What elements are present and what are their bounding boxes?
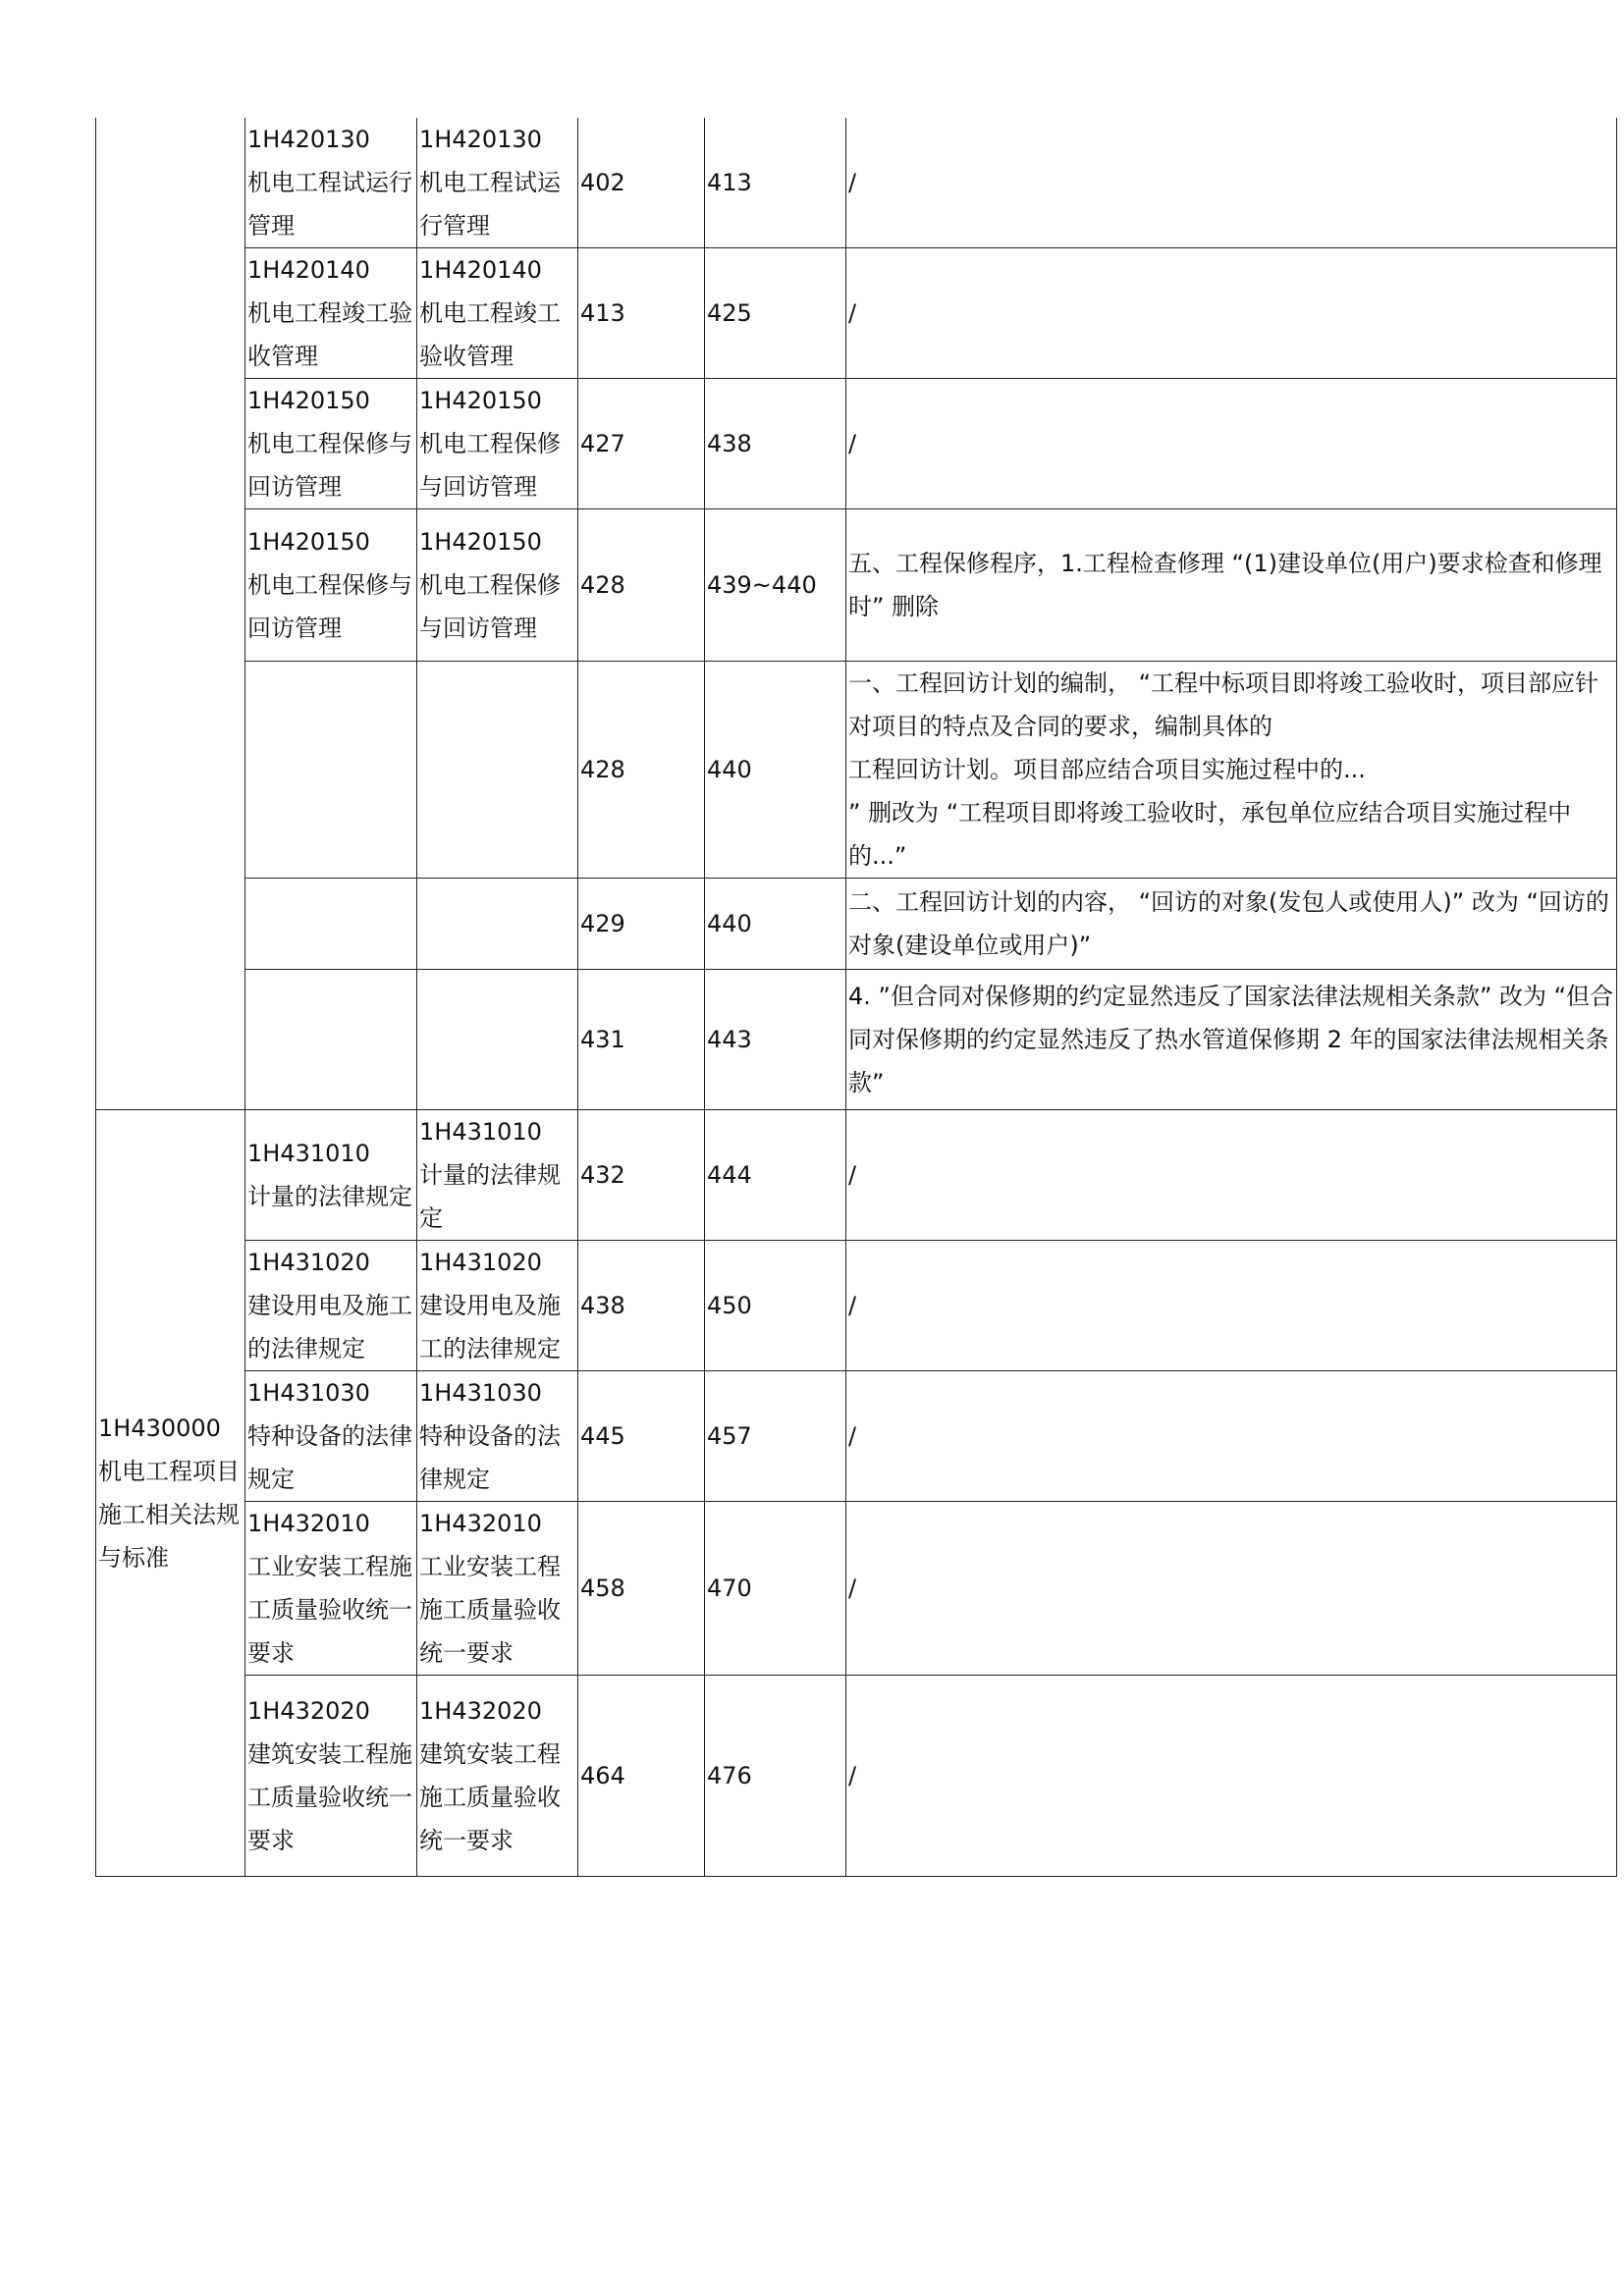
new-section-cell: 1H420140 机电工程竣工验收管理: [417, 248, 578, 379]
new-section-cell: 1H420150 机电工程保修与回访管理: [417, 509, 578, 662]
old-section-cell: 1H420140 机电工程竣工验收管理: [245, 248, 417, 379]
table-row: [96, 970, 1617, 1110]
new-page-cell: 476: [705, 1676, 846, 1877]
change-cell: /: [846, 1241, 1617, 1371]
old-page-cell: 431: [578, 970, 705, 1110]
new-section-cell: [417, 879, 578, 970]
new-page-cell: 425: [705, 248, 846, 379]
new-section-cell: 1H431030 特种设备的法律规定: [417, 1371, 578, 1502]
table-row: [96, 118, 1617, 248]
old-page-cell: 402: [578, 118, 705, 248]
old-page-cell: 429: [578, 879, 705, 970]
change-cell: /: [846, 1371, 1617, 1502]
new-section-cell: 1H420150 机电工程保修与回访管理: [417, 379, 578, 509]
old-page-cell: 427: [578, 379, 705, 509]
old-section-cell: 1H420150 机电工程保修与回访管理: [245, 509, 417, 662]
new-section-cell: 1H420130 机电工程试运行管理: [417, 118, 578, 248]
new-page-cell: 443: [705, 970, 846, 1110]
old-section-cell: [245, 662, 417, 879]
chapter-cell: 1H430000机电工程项目施工相关法规与标准: [96, 1110, 245, 1877]
table-row: [96, 248, 1617, 379]
old-page-cell: 432: [578, 1110, 705, 1241]
new-section-cell: [417, 662, 578, 879]
old-section-cell: 1H431020 建设用电及施工的法律规定: [245, 1241, 417, 1371]
old-page-cell: 428: [578, 509, 705, 662]
new-section-cell: 1H432010 工业安装工程施工质量验收统一要求: [417, 1502, 578, 1676]
new-page-cell: 444: [705, 1110, 846, 1241]
table-row: [96, 662, 1617, 879]
old-section-cell: 1H431030 特种设备的法律规定: [245, 1371, 417, 1502]
table-row: [96, 1371, 1617, 1502]
new-page-cell: 439~440: [705, 509, 846, 662]
new-section-cell: 1H432020 建筑安装工程施工质量验收统一要求: [417, 1676, 578, 1877]
table-row: [96, 1110, 1617, 1241]
change-cell: /: [846, 1676, 1617, 1877]
old-page-cell: 413: [578, 248, 705, 379]
new-page-cell: 438: [705, 379, 846, 509]
old-page-cell: 464: [578, 1676, 705, 1877]
old-page-cell: 445: [578, 1371, 705, 1502]
change-cell: 二、工程回访计划的内容， “回访的对象(发包人或使用人)” 改为 “回访的对象(建设单位或用户)”: [846, 879, 1617, 970]
table-row: [96, 509, 1617, 662]
new-page-cell: 440: [705, 662, 846, 879]
change-cell: /: [846, 118, 1617, 248]
new-section-cell: 1H431020 建设用电及施工的法律规定: [417, 1241, 578, 1371]
old-section-cell: 1H420130 机电工程试运行管理: [245, 118, 417, 248]
change-cell: /: [846, 248, 1617, 379]
change-cell: 五、工程保修程序，1.工程检查修理 “(1)建设单位(用户)要求检查和修理时” 删除: [846, 509, 1617, 662]
new-page-cell: 450: [705, 1241, 846, 1371]
change-cell: 一、工程回访计划的编制， “工程中标项目即将竣工验收时，项目部应针对项目的特点及合同的要求，编制具体的 工程回访计划。项目部应结合项目实施过程中的... ” 删改为 “工程项目即将竣工验收时，承包单位应结合项目实施过程中的...”: [846, 662, 1617, 879]
new-page-cell: 413: [705, 118, 846, 248]
change-cell: 4. ”但合同对保修期的约定显然违反了国家法律法规相关条款” 改为 “但合同对保修期的约定显然违反了热水管道保修期 2 年的国家法律法规相关条款”: [846, 970, 1617, 1110]
old-section-cell: 1H432010 工业安装工程施工质量验收统一要求: [245, 1502, 417, 1676]
old-section-cell: [245, 970, 417, 1110]
table-row: [96, 1676, 1617, 1877]
table-row: [96, 1241, 1617, 1371]
old-page-cell: 458: [578, 1502, 705, 1676]
new-section-cell: 1H431010 计量的法律规定: [417, 1110, 578, 1241]
old-section-cell: [245, 879, 417, 970]
change-cell: /: [846, 379, 1617, 509]
old-page-cell: 438: [578, 1241, 705, 1371]
errata-table: [95, 118, 1617, 1877]
new-page-cell: 470: [705, 1502, 846, 1676]
table-row: [96, 1502, 1617, 1676]
old-section-cell: 1H420150 机电工程保修与回访管理: [245, 379, 417, 509]
old-page-cell: 428: [578, 662, 705, 879]
old-section-cell: 1H432020 建筑安装工程施工质量验收统一要求: [245, 1676, 417, 1877]
table-row: [96, 879, 1617, 970]
new-page-cell: 440: [705, 879, 846, 970]
change-cell: /: [846, 1502, 1617, 1676]
chapter-cell-continued: [96, 118, 245, 1110]
table-row: [96, 379, 1617, 509]
new-section-cell: [417, 970, 578, 1110]
new-page-cell: 457: [705, 1371, 846, 1502]
old-section-cell: 1H431010 计量的法律规定: [245, 1110, 417, 1241]
change-cell: /: [846, 1110, 1617, 1241]
